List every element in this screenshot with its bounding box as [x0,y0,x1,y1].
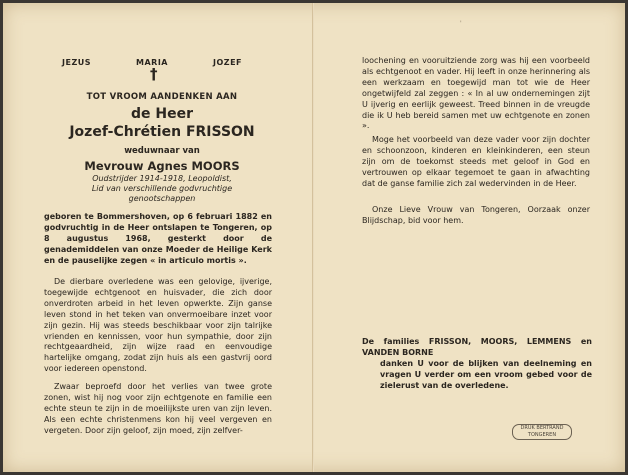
titles-line-1: Oudstrijder 1914-1918, Leopoldist, [92,174,232,183]
printer-city: TONGEREN [527,431,557,438]
pencil-mark: ' [460,20,462,27]
titles-line-2: Lid van verschillende godvruchtige [91,184,233,193]
card-fold [312,3,314,472]
titles-line-3: genootschappen [128,194,196,203]
right-paragraph-2: Moge het voorbeeld van deze vader voor zijn dochter en schoonzoon, kinderen en kleinkinderen, een steun zijn om de toekomst steeds met geloof in God en vertrouwen op elkaar tegemoet te gaan in afwachting dat de ganse familie zich zal wedervinden in de Heer. [362,135,590,188]
name-maria: MARIA [136,58,168,67]
right-paragraph-1: loochening en vooruitziende zorg was hij een voorbeeld als echtgenoot en vader. Hij leeft in onze herinnering als een werkzaam en toegewijd man tot wie de Heer ongetwijfeld zal zeggen : « In al uw ondernemingen zijt U ijverig en eerlijk geweest. Treed binnen in de vreugde die ik U heb bereid samen met uw echtgenote en zonen ». [362,56,590,131]
widower-label: weduwnaar van [124,146,200,156]
printer-stamp [512,424,572,440]
name-jezus: JEZUS [62,58,91,67]
prayer-line: Onze Lieve Vrouw van Tongeren, Oorzaak onzer Blijdschap, bid voor hem. [362,205,590,225]
tribute-paragraph-2: Zwaar beproefd door het verlies van twee grote zonen, wist hij nog voor zijn echtgenote en familie een echte steun te zijn in de moeilijkste uren van zijn leven. Als een echte christenmens kon hij veel vergeven en vergeten. Door zijn geloof, zijn moed, zijn zelfver- [44,382,272,435]
dedication-heading: TOT VROOM AANDENKEN AAN [86,92,238,102]
honorific: de Heer [130,106,193,122]
families-names: De families FRISSON, MOORS, LEMMENS en VANDEN BORNE [362,337,592,357]
thanks-text: danken U voor de blijken van deelneming en vragen U verder om een vroom gebed voor de zielerust van de overledene. [380,359,592,390]
biography-paragraph: geboren te Bommershoven, op 6 februari 1882 en godvruchtig in de Heer ontslapen te Tongeren, op 8 augustus 1968, gesterkt door de genademiddelen van onze Moeder de Heilige Kerk en de pauselijke zegen « in articulo mortis ». [44,212,272,265]
name-jozef: JOZEF [212,58,242,67]
tribute-paragraph-1: De dierbare overledene was een gelovige, ijverige, toegewijde echtgenoot en huisvader, die zich door onverdroten arbeid in het leven opwerkte. Zijn ganse leven stond in het teken van onvermoeibare inzet voor zijn gezin. Hij was steeds beschikbaar voor zijn talrijke vrienden en kennissen, voor hun sympathie, door zijn rechtgeaardheid, zijn wijze raad en eenvoudige hartelijke omgang, zodat zijn huis als een gastvrij oord voor iedereen openstond. [44,277,272,374]
spouse-name: Mevrouw Agnes MOORS [84,159,240,173]
deceased-name: Jozef-Chrétien FRISSON [69,124,255,140]
cross-icon: † [150,65,158,83]
printer-name: DRUK BERTRAND [520,425,564,431]
